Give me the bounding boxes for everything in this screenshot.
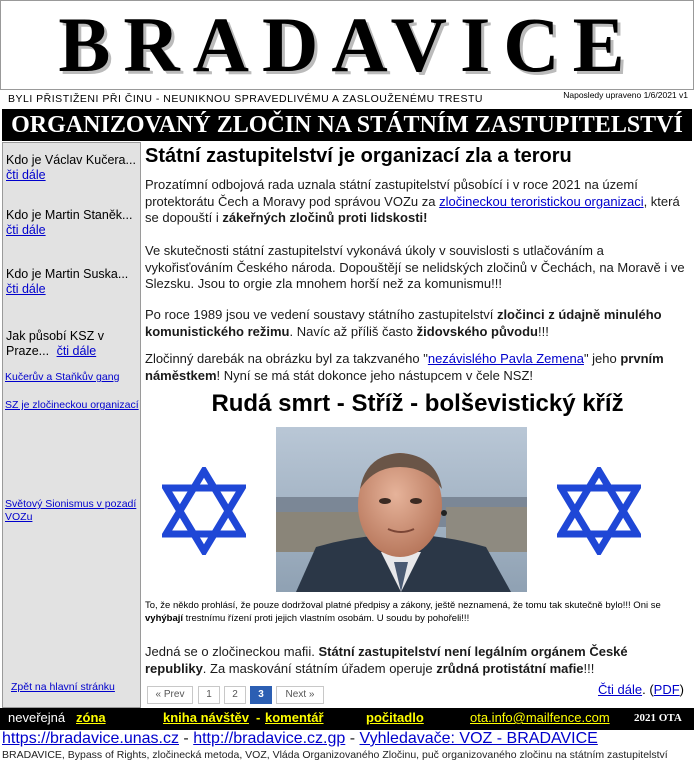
copyright: 2021 OTA (634, 712, 682, 724)
text: " jeho (583, 351, 621, 366)
site-title: BRADAVICE (58, 1, 638, 88)
read-more-link[interactable]: čti dále (56, 344, 97, 358)
bold-text: vyhýbají (145, 612, 184, 624)
tagline: BYLI PŘISTIŽENI PŘI ČINU - NEUNIKNOU SPRAVEDLIVÉMU A ZASLOUŽENÉMU TRESTU (8, 93, 483, 105)
read-more (598, 682, 684, 697)
bold-text: Státní zastupitelství není legálním orgánem České republiky (145, 644, 628, 676)
star-of-david-icon (557, 467, 641, 555)
text: Jedná se o zločineckou mafii. (145, 644, 319, 659)
masthead (0, 0, 694, 90)
text: Prozatímní odbojová rada uznala státní zastupitelství působící i v roce 2021 na území protektorátu Čech a Moravy pod správou VOZu za (145, 177, 638, 209)
bold-text: židovského původu (416, 323, 538, 339)
sidebar-item-title: Jak působí KSZ v (6, 329, 104, 343)
text: trestnímu řízení proti jejich vlastním osobám. U soudu by pohořeli!!! (183, 612, 470, 624)
search-engines-link[interactable]: Vyhledavače: VOZ - BRADAVICE (359, 730, 598, 747)
text: To, že někdo prohlásí, že pouze dodržoval platné předpisy a zákony, ještě neznamená, že tomu tak skutečně bylo!!! Oni se (145, 600, 661, 611)
separator: - (256, 710, 261, 725)
bold-text: zákeřných zločinů proti lidskosti! (222, 210, 428, 225)
text: ( (649, 682, 654, 697)
paragraph-1 (145, 177, 685, 227)
bold-text: zločinci z údajně minulého komunistického režimu (145, 307, 662, 339)
pdf-link[interactable]: PDF (653, 682, 680, 697)
read-more-link[interactable]: čti dále (6, 282, 46, 296)
gang-link[interactable]: Kučerův a Staňkův gang (5, 371, 120, 383)
paragraph-5 (145, 644, 685, 677)
photo-caption (145, 600, 685, 625)
bold-text: prvním náměstkem (145, 351, 664, 383)
sz-organization-link[interactable]: SZ je zločineckou organizací (5, 399, 139, 411)
sidebar-back[interactable] (11, 681, 145, 694)
text: !!! (583, 660, 595, 676)
page-3-button[interactable]: 3 (250, 686, 272, 704)
sidebar-item-title: Kdo je Martin Staněk... (6, 208, 133, 222)
read-more-link[interactable]: čti dále (6, 223, 46, 237)
page-1-button[interactable]: 1 (198, 686, 220, 704)
bold-text: zrůdná protistátní mafie (436, 660, 584, 676)
guestbook-link[interactable]: kniha návštěv (163, 710, 249, 725)
footer-bar (0, 708, 694, 730)
text: !!! (537, 323, 549, 339)
sidebar (2, 142, 141, 708)
keywords-text: BRADAVICE, Bypass of Rights, zločinecká metoda, VOZ, Vláda Organizovaného Zločinu, puč organizovaného zločinu na státním zastupitelství (2, 749, 668, 761)
text: ) (679, 682, 684, 697)
article-photo (276, 427, 527, 592)
last-updated: Naposledy upraveno 1/6/2021 v1 (563, 90, 688, 100)
zemen-link[interactable]: nezávislého Pavla Zemena (427, 351, 584, 366)
zone-link[interactable]: zóna (76, 710, 106, 725)
sidebar-item-title: Kdo je Václav Kučera... (6, 153, 136, 167)
star-of-david-icon (162, 467, 246, 555)
sidebar-item-suska (6, 267, 140, 297)
separator: - (178, 730, 194, 747)
footer-public-label: neveřejná (8, 710, 66, 725)
sidebar-link-sionismus[interactable] (5, 498, 139, 524)
back-to-home-link[interactable]: Zpět na hlavní stránku (11, 681, 115, 693)
text: Po roce 1989 jsou ve vedení soustavy státního zastupitelství (145, 307, 497, 322)
page-2-button[interactable]: 2 (224, 686, 246, 704)
section-banner: ORGANIZOVANÝ ZLOČIN NA STÁTNÍM ZASTUPITELSTVÍ (2, 109, 692, 141)
paragraph-4 (145, 351, 685, 384)
sidebar-link-gang[interactable] (5, 371, 139, 384)
text: Zločinný darebák na obrázku byl za takzvaného " (145, 351, 428, 366)
unas-url-link[interactable]: https://bradavice.unas.cz (2, 730, 179, 747)
text: . Navíc až příliš často (289, 323, 417, 339)
read-more-link[interactable]: čti dále (6, 168, 46, 182)
portrait-image (276, 427, 527, 592)
text: . Za maskování státním úřadem operuje (202, 660, 437, 676)
paragraph-2: Ve skutečnosti státní zastupitelství vykonává úkoly v souvislosti s utlačováním a vykořisťováním Českého národa. Dopouštějí se nelidských zločinů v Čechách, na Moravě i ve Slezsku. Jsou to orgie zla mnohem horší než za komunismu!!! (145, 243, 685, 291)
text: , která se dopouští i (145, 193, 680, 225)
article-title: Státní zastupitelství je organizací zla a teroru (145, 145, 572, 167)
sidebar-item-stanek (6, 208, 140, 238)
headline: Rudá smrt - Stříž - bolševistický kříž (211, 390, 624, 417)
sidebar-item-title: Kdo je Martin Suska... (6, 267, 129, 281)
text: . (642, 682, 646, 697)
email-link[interactable]: ota.info@mailfence.com (470, 710, 610, 725)
sidebar-item-ksz (6, 329, 140, 359)
comment-link[interactable]: komentář (265, 710, 324, 725)
site-urls (2, 729, 598, 749)
main-content (143, 142, 692, 708)
sidebar-link-sz[interactable] (5, 399, 139, 412)
read-more-link[interactable]: Čti dále (597, 682, 643, 697)
terrorist-organization-link[interactable]: zločineckou teroristickou organizaci (439, 193, 644, 209)
counter-link[interactable]: počitadlo (366, 710, 424, 725)
prev-page-button[interactable]: « Prev (147, 686, 193, 704)
paragraph-3 (145, 307, 685, 340)
text: ! Nyní se má stát dokonce jeho nástupcem v čele NSZ! (216, 367, 534, 383)
separator: - (345, 730, 360, 747)
gp-url-link[interactable]: http://bradavice.cz.gp (193, 730, 346, 747)
sidebar-item-title-cont: Praze... (6, 344, 50, 358)
sionismus-link[interactable]: Světový Sionismus v pozadí VOZu (5, 498, 137, 523)
sidebar-item-kucera (6, 153, 140, 183)
next-page-button[interactable]: Next » (276, 686, 324, 704)
